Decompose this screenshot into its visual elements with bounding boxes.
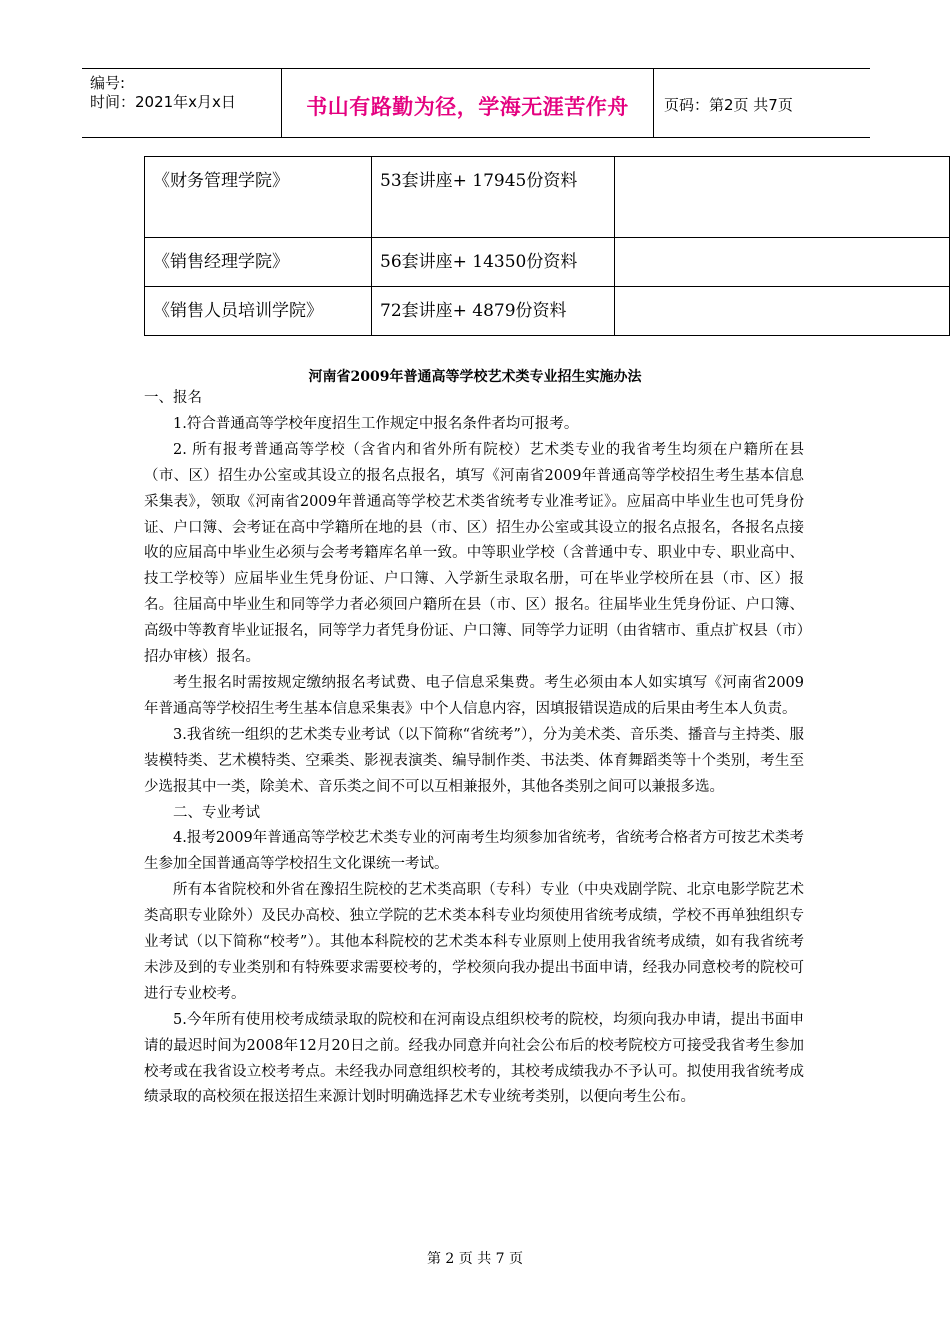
paragraph: 1.符合普通高等学校年度招生工作规定中报名条件者均可报考。 [173, 415, 579, 432]
paragraph: 考生报名时需按规定缴纳报名考试费、电子信息采集费。考生必须由本人如实填写《河南省2009年普通高等学校招生考生基本信息采集表》中个人信息内容，因填报错误造成的后果由考生本人负责。 [144, 674, 804, 717]
paragraph: 所有本省院校和外省在豫招生院校的艺术类高职（专科）专业（中央戏剧学院、北京电影学院艺术类高职专业除外）及民办高校、独立学院的艺术类本科专业均须使用省统考成绩，学校不再单独组织专业考试（以下简称“校考”）。其他本科院校的艺术类本科专业原则上使用我省统考成绩，如有我省统考未涉及到的专业类别和有特殊要求需要校考的，学校须向我办提出书面申请，经我办同意校考的院校可进行专业校考。 [144, 882, 804, 1002]
page-header [82, 68, 870, 138]
table-cell-extra [615, 238, 950, 287]
paragraph: 3.我省统一组织的艺术类专业考试（以下简称“省统考”），分为美术类、音乐类、播音与主持类、服装模特类、艺术模特类、空乘类、影视表演类、编导制作类、书法类、体育舞蹈类等十个类别，考生至少选报其中一类，除美术、音乐类之间不可以互相兼报外，其他各类别之间可以兼报多选。 [144, 726, 804, 795]
table-row [145, 287, 950, 336]
table-cell-name: 《销售经理学院》 [145, 238, 372, 287]
paragraph: 4.报考2009年普通高等学校艺术类专业的河南考生均须参加省统考，省统考合格者方可按艺术类考生参加全国普通高等学校招生文化课统一考试。 [144, 830, 804, 873]
header-meta [82, 69, 282, 137]
table-cell-detail: 72套讲座+ 4879份资料 [372, 287, 615, 336]
section-heading: 一、报名 [144, 390, 202, 406]
page-info: 页码：第2页 共7页 [664, 96, 793, 114]
table-cell-name: 《财务管理学院》 [145, 157, 372, 238]
paragraph: 5.今年所有使用校考成绩录取的院校和在河南设点组织校考的院校，均须向我办申请，提出书面申请的最迟时间为2008年12月20日之前。经我办同意并向社会公布后的校考院校方可接受我省考生参加校考或在我省设立校考考点。未经我办同意组织校考的，其校考成绩我办不予认可。拟使用我省统考成绩录取的高校须在报送招生来源计划时明确选择艺术专业统考类别，以便向考生公布。 [144, 1011, 804, 1106]
number-label: 编号: [90, 74, 126, 92]
table-row [145, 157, 950, 238]
table-row [145, 238, 950, 287]
motto: 书山有路勤为径，学海无涯苦作舟 [306, 95, 629, 119]
table-cell-name: 《销售人员培训学院》 [145, 287, 372, 336]
header-motto-cell [282, 69, 654, 137]
header-page-cell [654, 69, 870, 137]
paragraph: 2. 所有报考普通高等学校（含省内和省外所有院校）艺术类专业的我省考生均须在户籍所在县（市、区）招生办公室或其设立的报名点报名，填写《河南省2009年普通高等学校招生考生基本信息采集表》，领取《河南省2009年普通高等学校艺术类省统考专业准考证》。应届高中毕业生也可凭身份证、户口簿、会考证在高中学籍所在地的县（市、区）招生办公室或其设立的报名点报名，各报名点接收的应届高中毕业生必须与会考考籍库名单一致。中等职业学校（含普通中专、职业中专、职业高中、技工学校等）应届毕业生凭身份证、户口簿、入学新生录取名册，可在毕业学校所在县（市、区）报名。往届高中毕业生和同等学力者必须回户籍所在县（市、区）报名。往届毕业生凭身份证、户口簿、高级中等教育毕业证报名，同等学力者凭身份证、户口簿、同等学力证明（由省辖市、重点扩权县（市）招办审核）报名。 [144, 441, 804, 666]
table-cell-detail: 53套讲座+ 17945份资料 [372, 157, 615, 238]
table-cell-extra [615, 157, 950, 238]
document-title: 河南省2009年普通高等学校艺术类专业招生实施办法 [308, 369, 642, 385]
page-footer: 第 2 页 共 7 页 [426, 1251, 524, 1267]
document-body [144, 386, 804, 1111]
date-line: 时间：2021年x月x日 [90, 93, 236, 111]
section-heading: 二、专业考试 [173, 804, 260, 821]
resource-table [144, 156, 950, 336]
table-cell-extra [615, 287, 950, 336]
table-cell-detail: 56套讲座+ 14350份资料 [372, 238, 615, 287]
